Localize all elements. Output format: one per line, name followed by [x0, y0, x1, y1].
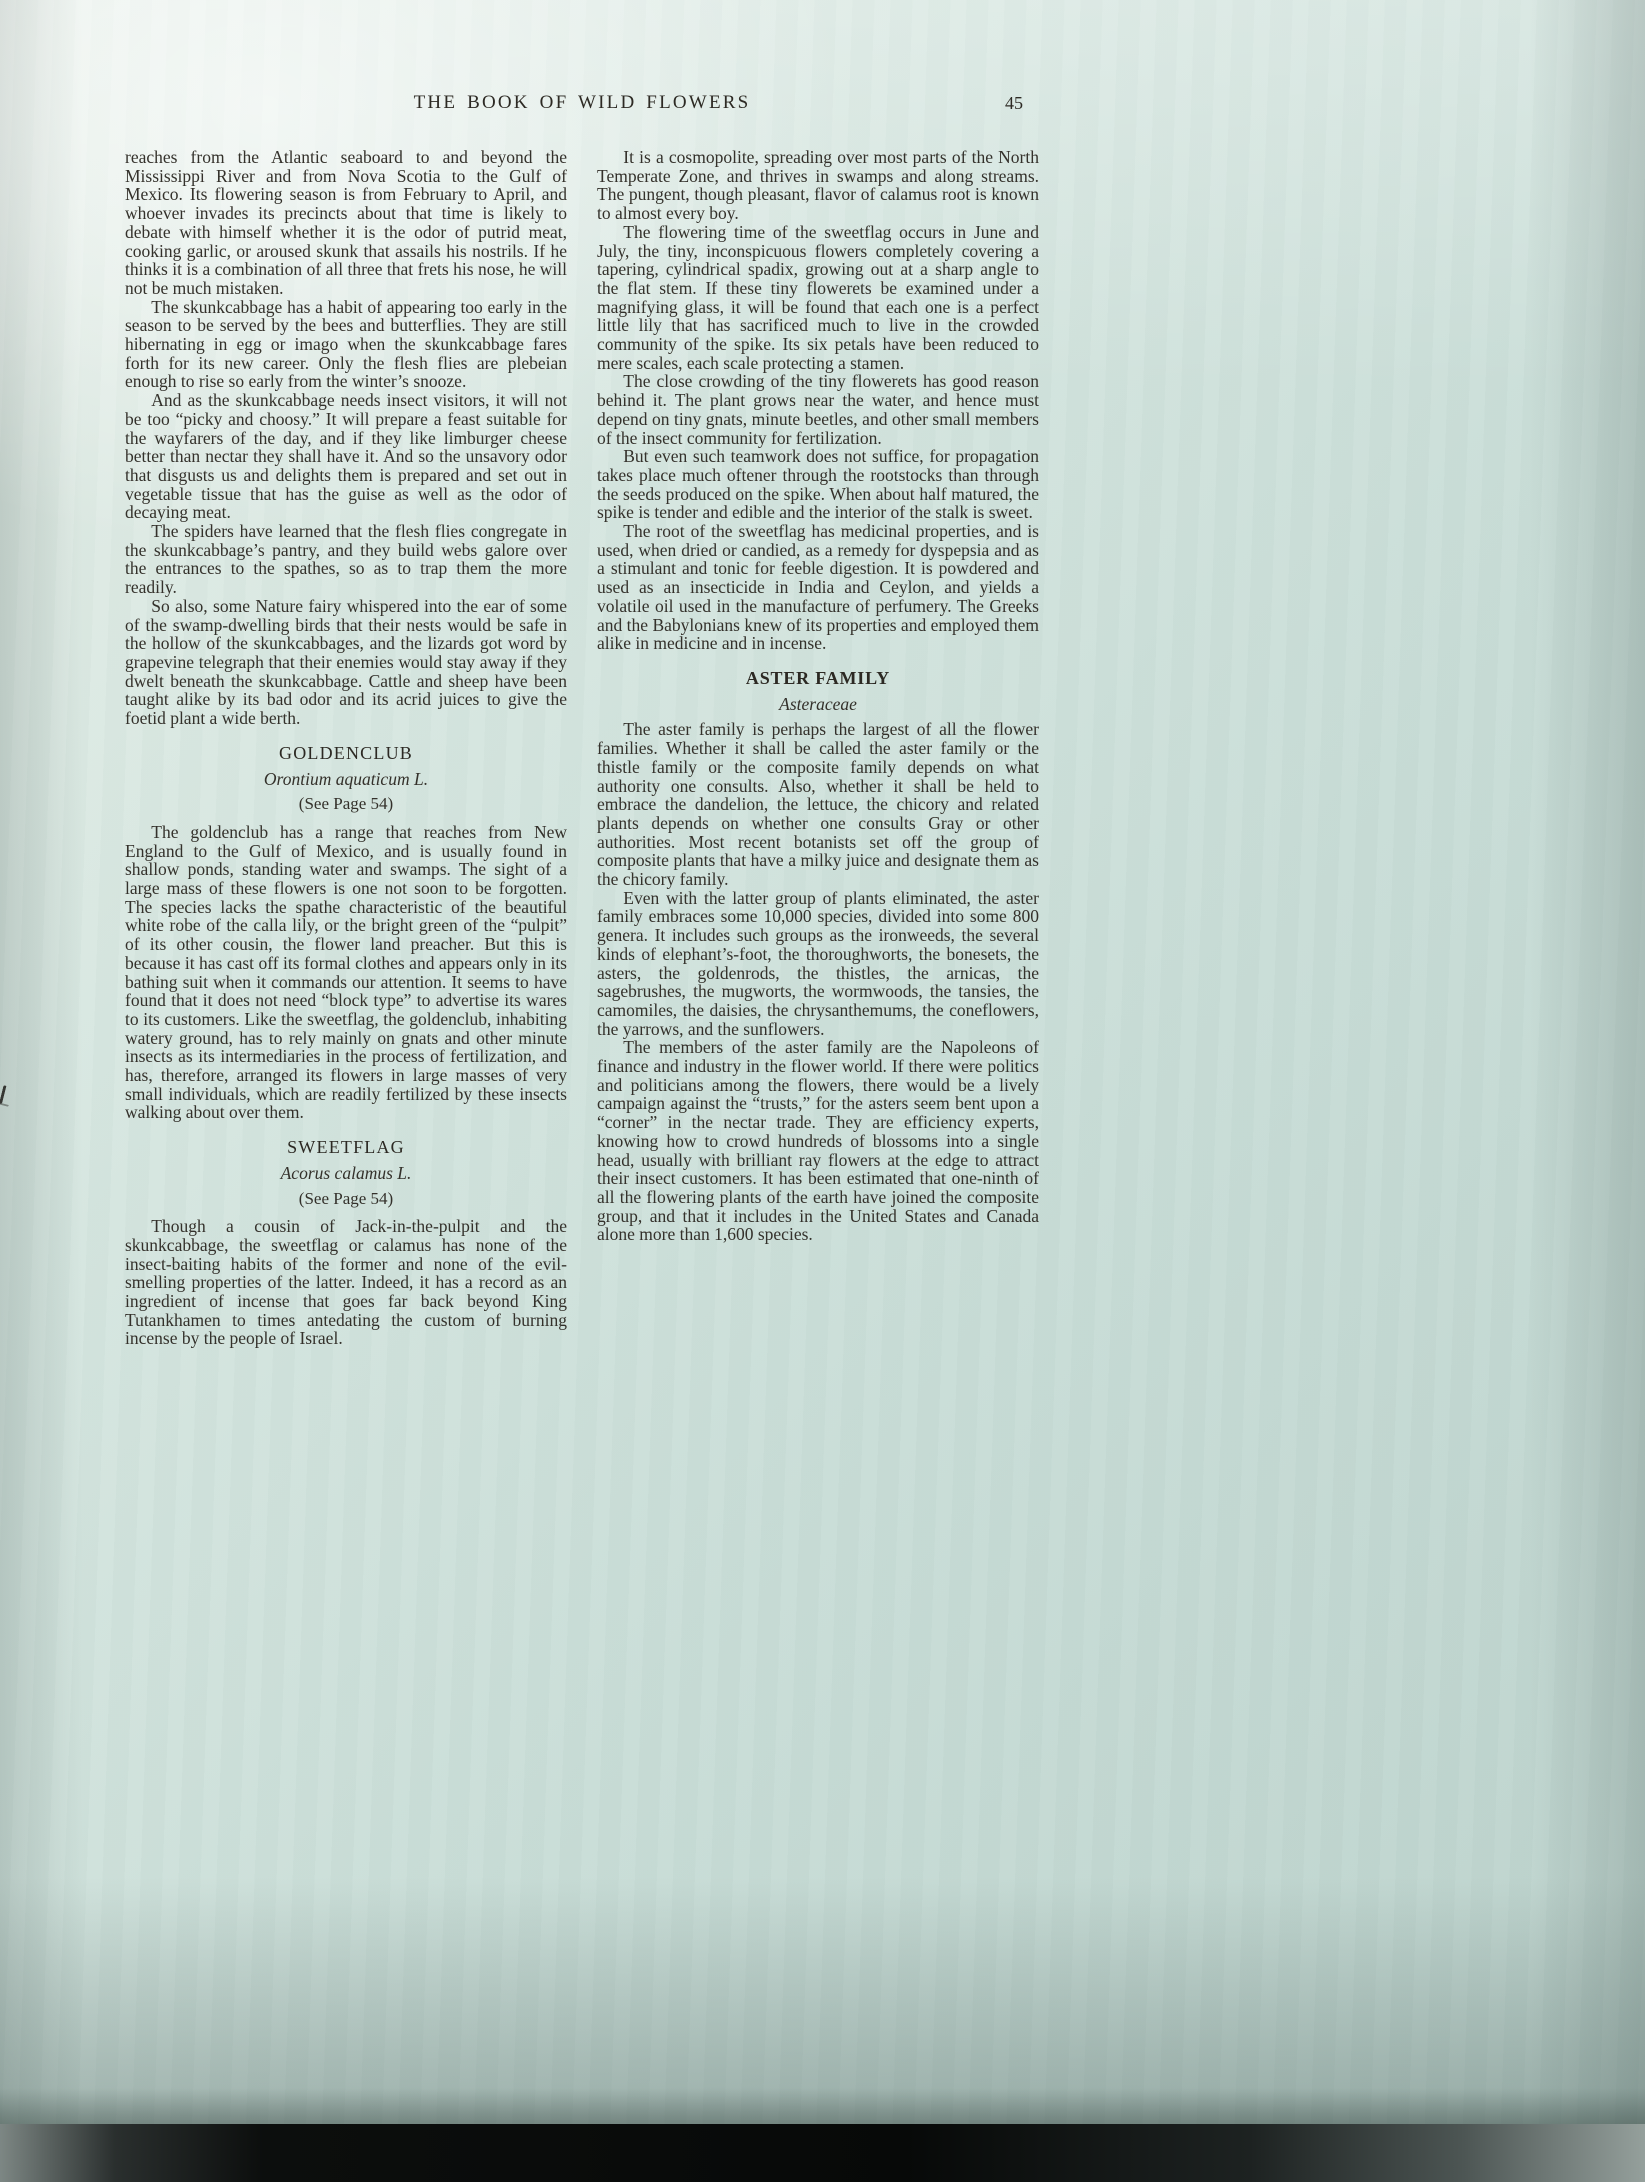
paragraph-aster-napoleons: The members of the aster family are the Napoleons of finance and industry in the flower world. If there were politics and politicians among the flowers, there would be a lively campaign against the “trusts,” for the asters seem bent upon a “corner” in the nectar trade. They are efficiency experts, knowing how to crowd hundreds of blossoms into a single head, usually with brilliant ray flowers at the edge to attract their insect customers. It has been estimated that one-ninth of all the flowering plants of the earth have joined the composite group, and that it includes in the United States and Canada alone more than 1,600 species. [597, 1037, 1039, 1245]
see-page-reference-sweetflag: (See Page 54) [298, 1188, 394, 1208]
paragraph-skunkcabbage-habit: The skunkcabbage has a habit of appearing too early in the season to be served by the bees and butterflies. They are still hibernating in egg or imago when the skunkcabbage fares forth for its new career. Only the flesh flies are plebeian enough to rise so early from the winter’s snooze. [125, 296, 567, 392]
species-name-goldenclub: Orontium aquaticum L. [263, 768, 429, 789]
scan-bottom-shadow [0, 2088, 1645, 2124]
paragraph-aster-groups: Even with the latter group of plants eliminated, the aster family embraces some 10,000 species, divided into some 800 genera. It includes such groups as the ironweeds, the several kinds of elephant’s-foot, the thoroughworts, the bonesets, the asters, the goldenrods, the thistles, the arnicas, the sagebrushes, the mugworts, the wormwoods, the tansies, the camomiles, the daisies, the chrysanthemums, the coneflowers, the yarrows, and the sunflowers. [597, 887, 1039, 1039]
running-title: THE BOOK OF WILD FLOWERS [413, 92, 751, 113]
page-header [125, 92, 1039, 120]
section-heading-sweetflag: SWEETFLAG [287, 1137, 405, 1158]
page-number: 45 [1005, 93, 1023, 113]
paragraph-sweetflag-cosmopolite: It is a cosmopolite, spreading over most parts of the North Temperate Zone, and thrives in swamps and along streams. The pungent, though pleasant, flavor of calamus root is known to almost every boy. [597, 147, 1039, 224]
species-name-sweetflag: Acorus calamus L. [280, 1162, 412, 1183]
paragraph-skunkcabbage-visitors: And as the skunkcabbage needs insect visitors, it will not be too “picky and choosy.” It will prepare a feast suitable for the wayfarers of the day, and if they like limburger cheese better than nectar they shall have it. And so the unsavory odor that disgusts us and delights them is prepared and set out in vegetable tissue that has the guise as well as the odor of decaying meat. [125, 390, 567, 523]
paragraph-sweetflag-flowering: The flowering time of the sweetflag occurs in June and July, the tiny, inconspicuous flowers completely covering a tapering, cylindrical spadix, growing out at a sharp angle to the flat stem. If these tiny flowerets be examined under a magnifying glass, it will be found that each one is a perfect little lily that has sacrificed much to live in the crowded community of the spike. Its six petals have been reduced to mere scales, each scale protecting a stamen. [597, 221, 1039, 373]
species-name-asteraceae: Asteraceae [779, 693, 857, 714]
paragraph-sweetflag-crowding: The close crowding of the tiny flowerets has good reason behind it. The plant grows near the water, and hence must depend on tiny gnats, minute beetles, and other small members of the insect community for fertilization. [597, 371, 1039, 448]
scan-bottom-edge [0, 2124, 1645, 2182]
right-column [597, 148, 1039, 1348]
paragraph-goldenclub: The goldenclub has a range that reaches from New England to the Gulf of Mexico, and is usually found in shallow ponds, standing water and swamps. The sight of a large mass of these flowers is one not soon to be forgotten. The species lacks the spathe characteristic of the beautiful white robe of the calla lily, or the bright green of the “pulpit” of its other cousin, the flower land preacher. But this is because it has cast off its formal clothes and appears only in its bathing suit when it commands our attention. It seems to have found that it does not need “block type” to advertise its wares to its customers. Like the sweetflag, the goldenclub, inhabiting watery ground, has to rely mainly on gnats and other minute insects as its intermediaries in the process of fertilization, and has, therefore, arranged its flowers in large masses of very small individuals, which are readily fertilized by these insects walking about over them. [125, 821, 567, 1123]
page-content [125, 92, 1039, 1348]
paragraph-sweetflag-root: The root of the sweetflag has medicinal properties, and is used, when dried or candied, as a remedy for dyspepsia and as a stimulant and tonic for feeble digestion. It is powdered and used as an insecticide in India and Ceylon, and yields a volatile oil used in the manufacture of perfumery. The Greeks and the Babylonians knew of its properties and employed them alike in medicine and in incense. [597, 521, 1039, 654]
section-heading-goldenclub: GOLDENCLUB [279, 742, 413, 763]
section-heading-aster-family: ASTER FAMILY [745, 667, 891, 688]
paragraph-sweetflag-propagation: But even such teamwork does not suffice, for propagation takes place much oftener through the rootstocks than through the seeds produced on the spike. When about half matured, the spike is tender and edible and the interior of the stalk is sweet. [597, 446, 1039, 523]
left-column [125, 148, 567, 1348]
paragraph-nature-fairy: So also, some Nature fairy whispered into the ear of some of the swamp-dwelling birds that their nests would be safe in the hollow of the skunkcabbages, and the lizards got word by grapevine telegraph that their enemies would stay away if they dwelt beneath the skunkcabbage. Cattle and sheep have been taught alike by its bad odor and its acrid juices to give the foetid plant a wide berth. [125, 595, 567, 729]
text-columns [125, 148, 1039, 1348]
see-page-reference-goldenclub: (See Page 54) [298, 794, 394, 814]
paragraph-spiders: The spiders have learned that the flesh flies congregate in the skunkcabbage’s pantry, and they build webs galore over the entrances to the spathes, so as to trap them the more readily. [125, 521, 567, 598]
margin-pencil-mark [0, 1085, 13, 1107]
paragraph-aster-naming: The aster family is perhaps the largest of all the flower families. Whether it shall be called the aster family or the thistle family or the composite family depends on what authority one consults. Also, whether it shall be held to embrace the dandelion, the lettuce, the chicory and related plants depends on whether one consults Gray or other authorities. Most recent botanists set off the group of composite plants that have a milky juice and designate them as the chicory family. [597, 719, 1039, 890]
paragraph-sweetflag-intro: Though a cousin of Jack-in-the-pulpit and the skunkcabbage, the sweetflag or calamus has none of the insect-baiting habits of the former and none of the evil-smelling properties of the latter. Indeed, it has a record as an ingredient of incense that goes far back beyond King Tutankhamen to times antedating the custom of burning incense by the people of Israel. [125, 1216, 567, 1349]
paragraph-skunkcabbage-range: reaches from the Atlantic seaboard to and beyond the Mississippi River and from Nova Scotia to the Gulf of Mexico. Its flowering season is from February to April, and whoever invades its precincts about that time is likely to debate with himself whether it is the odor of putrid meat, cooking garlic, or aroused skunk that assails his nostrils. If he thinks it is a combination of all three that frets his nose, he will not be much mistaken. [125, 147, 567, 298]
